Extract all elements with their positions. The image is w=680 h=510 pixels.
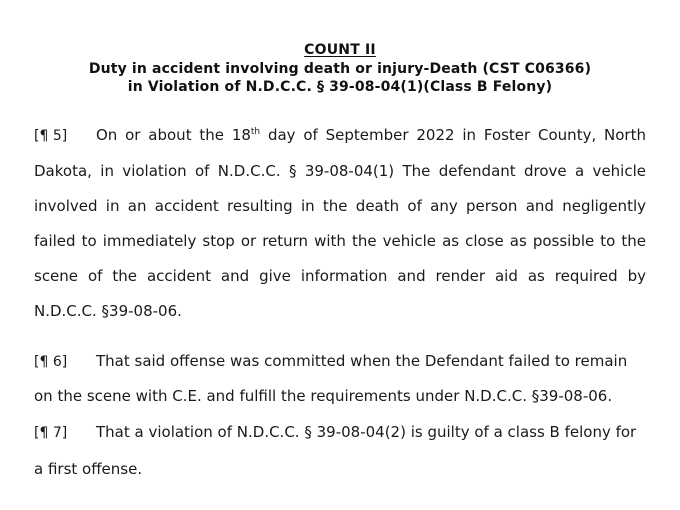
paragraph-7 [34, 414, 646, 487]
charge-title-line-1: Duty in accident involving death or injury-Death (CST C06366) [88, 60, 592, 77]
paragraph-marker: [¶ 5] [34, 128, 68, 144]
count-header [0, 41, 680, 97]
charge-title-line-2: in Violation of N.D.C.C. § 39-08-04(1)(Class B Felony) [127, 79, 553, 95]
paragraph-text: That said offense was committed when the Defendant failed to remain on the scene with C.E. and fulfill the requirements under N.D.C.C. §39-08-06. [34, 352, 628, 405]
ordinal-superscript: th [250, 127, 261, 137]
paragraph-marker: [¶ 7] [34, 425, 68, 441]
paragraph-text-continued: day of September 2022 in Foster County, North Dakota, in violation of N.D.C.C. § 39-08-04(1) The defendant drove a vehicle involved in an accident resulting in the death of any person and negligently failed to immediately stop or return with the vehicle as close as possible to the scene of the accident and give information and render aid as required by N.D.C.C. §39-08-06. [34, 126, 646, 320]
paragraph-text: That a violation of N.D.C.C. § 39-08-04(2) is guilty of a class B felony for a first offense. [34, 423, 637, 478]
paragraph-5 [34, 118, 646, 329]
paragraph-6 [34, 344, 646, 413]
paragraph-marker: [¶ 6] [34, 354, 68, 370]
count-title: COUNT II [304, 42, 376, 58]
paragraph-text: On or about the 18 [96, 126, 251, 144]
